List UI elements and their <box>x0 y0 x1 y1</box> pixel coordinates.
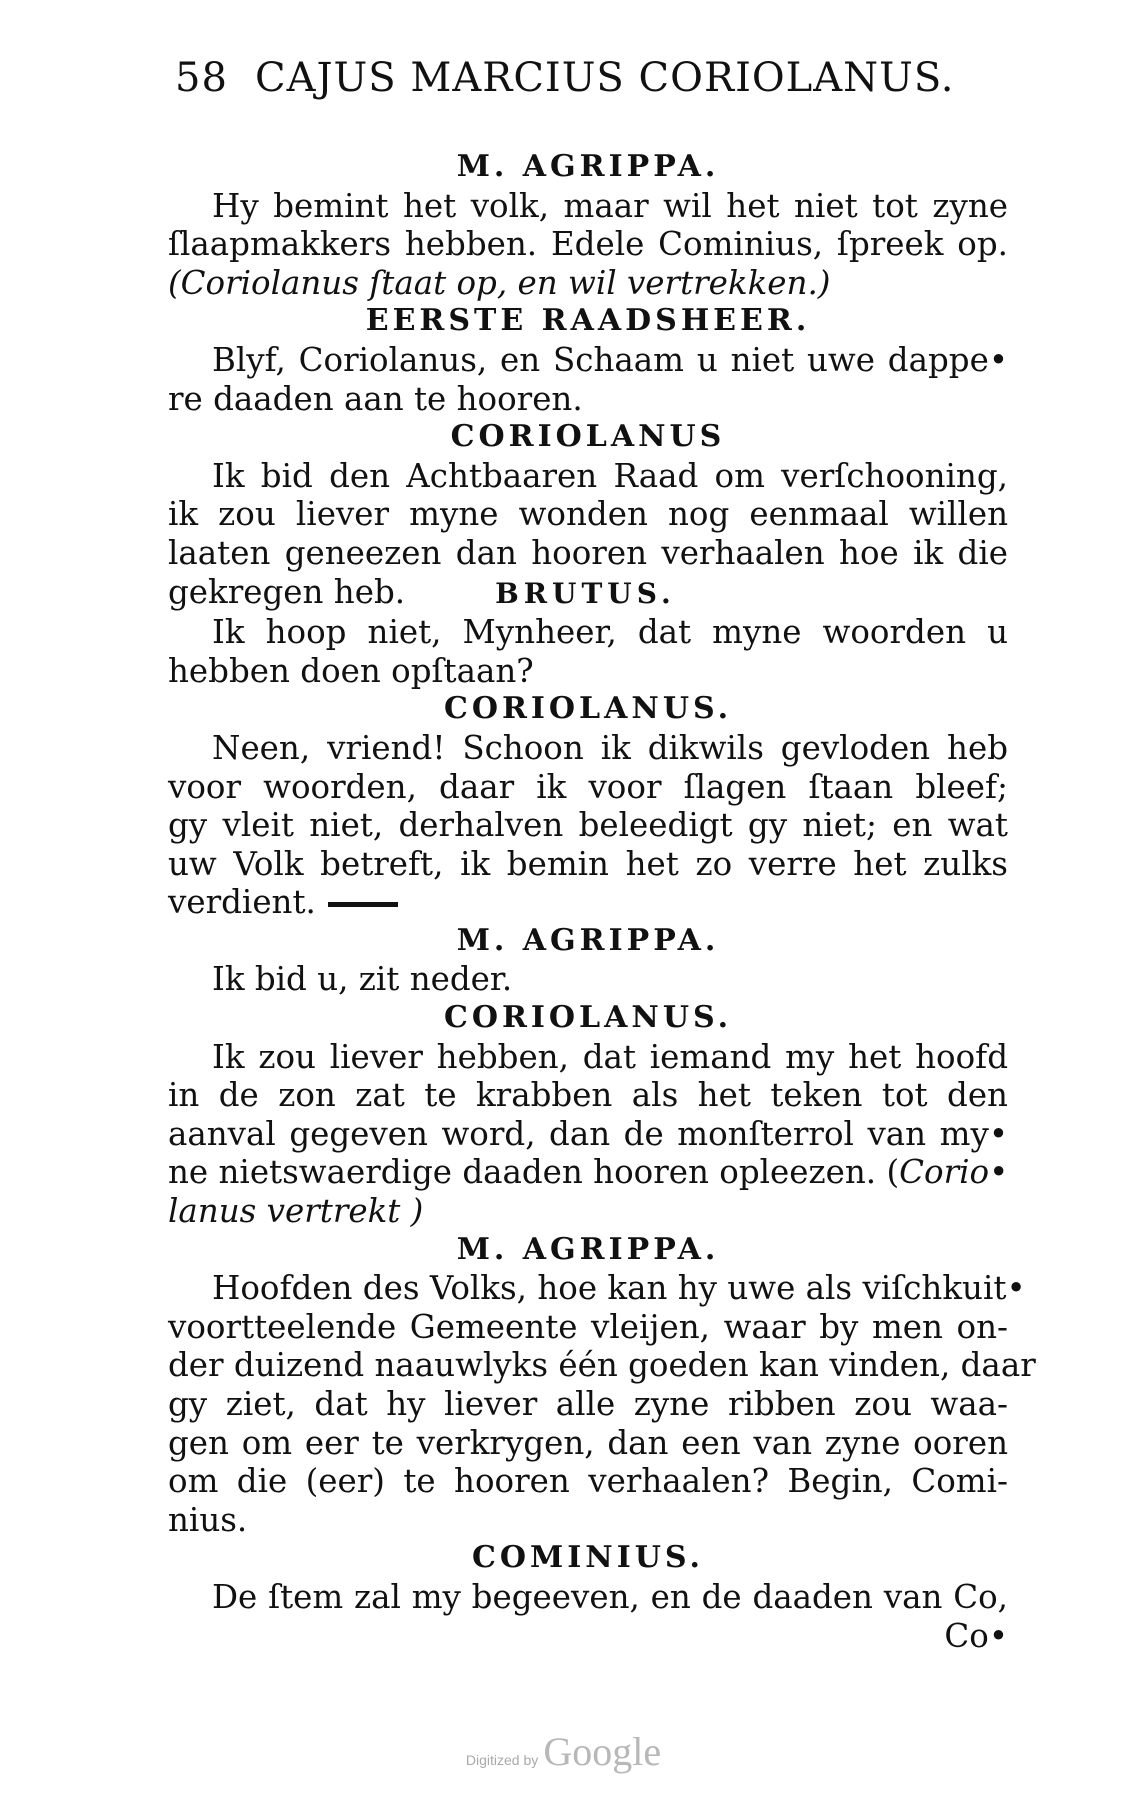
text-line: uw Volk betreft, ik bemin het zo verre het zulks <box>168 844 1008 883</box>
text-line: De ſtem zal my begeeven, en de daaden van Co, <box>212 1577 1008 1616</box>
text-line: voor woorden, daar ik voor ſlagen ſtaan bleef; <box>168 767 1008 806</box>
stage-direction: lanus vertrekt ) <box>168 1192 424 1231</box>
text-line: Ik hoop niet, Mynheer, dat myne woorden u <box>212 613 1008 652</box>
digitized-watermark <box>0 1728 1127 1775</box>
text-line: gy ziet, dat hy liever alle zyne ribben zou waa- <box>168 1385 1008 1423</box>
speaker-heading: M. AGRIPPA. <box>456 1231 720 1267</box>
text-line: Ik zou liever hebben, dat iemand my het hoofd <box>212 1037 1008 1076</box>
text-line: gen om eer te verkrygen, dan een van zyne ooren <box>168 1423 1008 1462</box>
text-line: der duizend naauwlyks één goeden kan vinden, daar <box>168 1346 1036 1385</box>
text-line: Blyf, Coriolanus, en Schaam u niet uwe dappe• <box>212 340 1008 379</box>
text-line <box>168 1153 1008 1192</box>
speaker-heading: BRUTUS. <box>495 576 676 610</box>
google-logo: Google <box>543 1729 662 1774</box>
text-line: ſlaapmakkers hebben. Edele Cominius, ſpreek op. <box>168 225 1008 264</box>
page-number: 58 <box>175 55 228 101</box>
catchword: Co• <box>944 1616 1008 1655</box>
text-line: hebben doen opſtaan? <box>168 651 534 690</box>
text-line: in de zon zat te krabben als het teken tot den <box>168 1076 1008 1115</box>
speaker-heading: EERSTE RAADSHEER. <box>365 303 811 339</box>
speaker-heading: COMINIUS. <box>472 1540 704 1576</box>
text-fragment: verdient. <box>168 883 316 922</box>
speaker-heading: M. AGRIPPA. <box>456 149 720 184</box>
text-fragment: gekregen heb. <box>168 572 406 611</box>
text-line <box>168 883 1008 922</box>
speaker-heading: M. AGRIPPA. <box>456 922 720 958</box>
text-line: nius. <box>168 1500 248 1539</box>
text-line: aanval gegeven word, dan de monſterrol van my• <box>168 1114 1008 1153</box>
text-line: voortteelende Gemeente vleijen, waar by men on- <box>168 1307 1008 1346</box>
stage-direction: (Coriolanus ſtaat op, en wil vertrekken.) <box>168 263 831 302</box>
digitized-label: Digitized by <box>465 1752 539 1768</box>
text-line: Neen, vriend! Schoon ik dikwils gevloden heb <box>212 728 1008 767</box>
text-line-with-speaker <box>168 573 1008 614</box>
text-line: gy vleit niet, derhalven beleedigt gy niet; en wat <box>168 806 1008 845</box>
speaker-heading: CORIOLANUS <box>450 419 726 455</box>
text-line: Hy bemint het volk, maar wil het niet tot zyne <box>212 186 1008 225</box>
play-text <box>168 148 1036 1655</box>
text-line: Hoofden des Volks, hoe kan hy uwe als viſchkuit• <box>212 1269 1026 1308</box>
running-header <box>175 55 1015 101</box>
em-dash-rule <box>328 902 398 907</box>
text-line: laaten geneezen dan hooren verhaalen hoe ik die <box>168 533 1008 572</box>
text-fragment: ne nietswaerdige daaden hooren opleezen. ( <box>168 1153 900 1192</box>
text-line: Ik bid u, zit neder. <box>212 960 513 999</box>
running-title: CAJUS MARCIUS CORIOLANUS. <box>255 55 955 101</box>
text-line: re daaden aan te hooren. <box>168 379 583 418</box>
text-line: om die (eer) te hooren verhaalen? Begin, Comi- <box>168 1462 1008 1501</box>
text-line: Ik bid den Achtbaaren Raad om verſchooning, <box>212 456 1008 495</box>
text-line: ik zou liever myne wonden nog eenmaal willen <box>168 495 1008 534</box>
stage-direction: Corio• <box>899 1153 1009 1192</box>
speaker-heading: CORIOLANUS. <box>443 691 733 727</box>
speaker-heading: CORIOLANUS. <box>443 1000 733 1036</box>
